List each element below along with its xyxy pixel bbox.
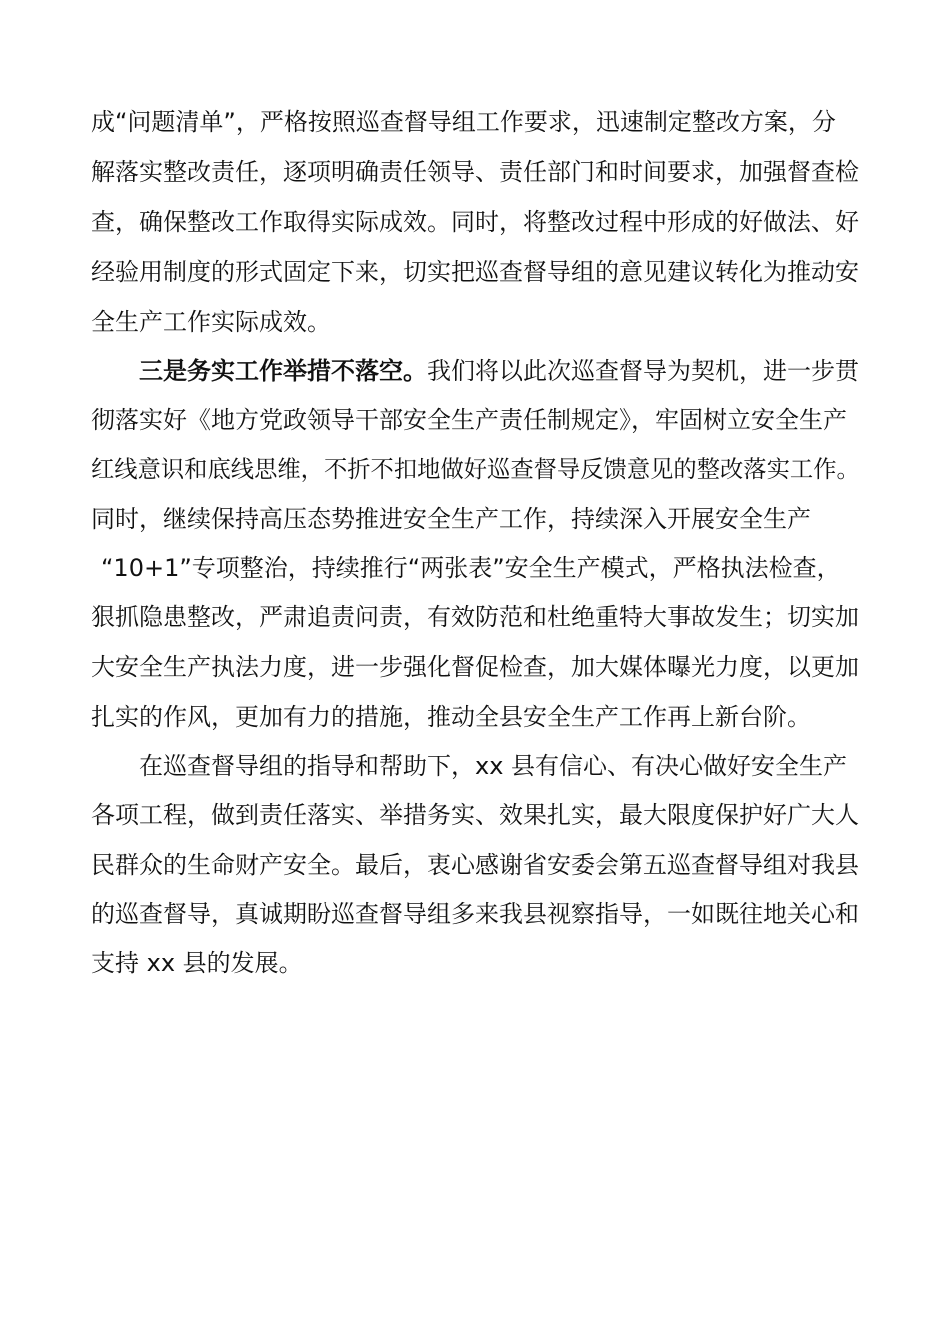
- text-line: 各项工程，做到责任落实、举措务实、效果扎实，最大限度保护好广大人: [91, 801, 859, 829]
- text-line: “10+1”专项整治，持续推行“两张表”安全生产模式，严格执法检查，: [101, 554, 841, 582]
- text-line: 狠抓隐患整改，严肃追责问责，有效防范和杜绝重特大事故发生；切实加: [91, 603, 859, 631]
- text-line: 扎实的作风，更加有力的措施，推动全县安全生产工作再上新台阶。: [91, 703, 811, 731]
- text-line: 全生产工作实际成效。: [91, 308, 331, 336]
- text-line: 民群众的生命财产安全。最后，衷心感谢省安委会第五巡查督导组对我县: [91, 851, 859, 879]
- text-line: 在巡查督导组的指导和帮助下，xx 县有信心、有决心做好安全生产: [139, 752, 848, 780]
- text-line: 查，确保整改工作取得实际成效。同时，将整改过程中形成的好做法、好: [91, 208, 859, 236]
- text-line: 的巡查督导，真诚期盼巡查督导组多来我县视察指导，一如既往地关心和: [91, 900, 859, 928]
- text-line: 彻落实好《地方党政领导干部安全生产责任制规定》，牢固树立安全生产: [91, 406, 847, 434]
- text-line: 同时，继续保持高压态势推进安全生产工作，持续深入开展安全生产: [91, 505, 811, 533]
- paragraph-heading: 三是务实工作举措不落空。: [139, 357, 427, 385]
- text-line: 经验用制度的形式固定下来，切实把巡查督导组的意见建议转化为推动安: [91, 258, 859, 286]
- text-line: 红线意识和底线思维，不折不扣地做好巡查督导反馈意见的整改落实工作。: [91, 456, 860, 483]
- paragraph-first-line: [139, 356, 859, 386]
- paragraph-first-line-text: 我们将以此次巡查督导为契机，进一步贯: [427, 357, 859, 385]
- text-line: 解落实整改责任，逐项明确责任领导、责任部门和时间要求，加强督查检: [91, 158, 859, 186]
- text-line: 支持 xx 县的发展。: [91, 949, 303, 977]
- text-line: 大安全生产执法力度，进一步强化督促检查，加大媒体曝光力度，以更加: [91, 653, 859, 681]
- text-line: 成“问题清单”，严格按照巡查督导组工作要求，迅速制定整改方案，分: [91, 108, 836, 136]
